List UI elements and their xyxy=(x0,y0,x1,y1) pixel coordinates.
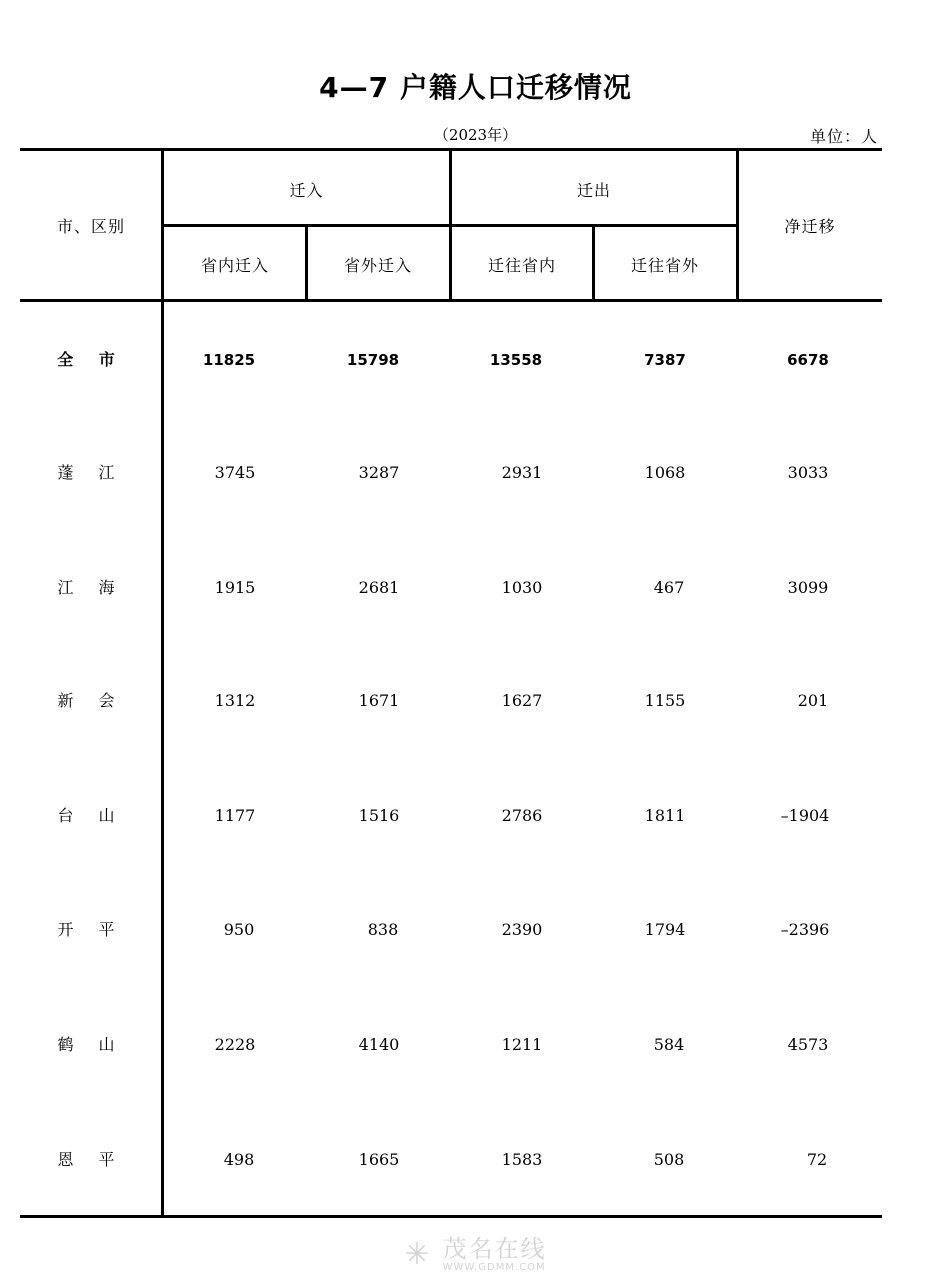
table-cell: 508 xyxy=(653,1150,685,1169)
row-label: 江 海 xyxy=(57,578,125,597)
row-label: 台 山 xyxy=(57,806,125,825)
table-cell: 2228 xyxy=(214,1035,256,1054)
header-sub-4: 迁往省外 xyxy=(630,256,699,275)
table-cell: –2396 xyxy=(780,920,830,939)
header-out-group: 迁出 xyxy=(576,181,611,200)
year-note: （2023年） xyxy=(433,126,518,144)
table-cell: 4573 xyxy=(787,1035,829,1054)
table-cell: 3033 xyxy=(787,463,829,482)
row-label: 新 会 xyxy=(57,691,125,710)
table-cell: 1177 xyxy=(214,806,256,825)
watermark-url: WWW.GDMM.COM xyxy=(442,1262,546,1273)
row-label: 全 市 xyxy=(57,350,125,369)
table-cell: 7387 xyxy=(644,351,686,369)
header-in-group: 迁入 xyxy=(289,181,324,200)
table-cell: 72 xyxy=(806,1150,828,1169)
header-region: 市、区别 xyxy=(56,217,125,236)
table-cell: 11825 xyxy=(202,351,256,369)
table-cell: 1665 xyxy=(358,1150,400,1169)
table-cell: 1211 xyxy=(501,1035,543,1054)
table-bottom-rule xyxy=(20,1215,882,1218)
table-cell: 467 xyxy=(653,578,685,597)
row-label: 恩 平 xyxy=(57,1150,125,1169)
table-cell: 950 xyxy=(223,920,255,939)
table-cell: 498 xyxy=(223,1150,255,1169)
table-cell: 201 xyxy=(797,691,829,710)
header-net: 净迁移 xyxy=(784,217,836,236)
row-label: 蓬 江 xyxy=(57,463,125,482)
table-cell: 3287 xyxy=(358,463,400,482)
table-cell: 4140 xyxy=(358,1035,400,1054)
table-cell: 6678 xyxy=(787,351,829,369)
table-cell: 1516 xyxy=(358,806,400,825)
table-cell: 1915 xyxy=(214,578,256,597)
header-sub-2: 省外迁入 xyxy=(343,256,412,275)
watermark xyxy=(0,1236,951,1273)
table-cell: 1068 xyxy=(644,463,686,482)
header-sub-3: 迁往省内 xyxy=(487,256,556,275)
table-cell: 1030 xyxy=(501,578,543,597)
table-cell: 1583 xyxy=(501,1150,543,1169)
table-cell: 584 xyxy=(653,1035,685,1054)
table-cell: 1312 xyxy=(214,691,256,710)
row-label: 开 平 xyxy=(57,920,125,939)
page-title: 4—7 户籍人口迁移情况 xyxy=(319,71,632,104)
table-cell: –1904 xyxy=(780,806,830,825)
table-cell: 1811 xyxy=(644,806,686,825)
row-label: 鹤 山 xyxy=(57,1035,125,1054)
unit-label: 单位：人 xyxy=(809,127,878,146)
header-sub-1: 省内迁入 xyxy=(200,256,269,275)
region-column-divider xyxy=(161,148,164,1218)
watermark-title: 茂名在线 xyxy=(442,1235,547,1263)
header-divider-2 xyxy=(449,148,452,302)
table-cell: 13558 xyxy=(489,351,543,369)
table-cell: 3745 xyxy=(214,463,256,482)
table-cell: 2390 xyxy=(501,920,543,939)
table-cell: 838 xyxy=(367,920,399,939)
table-cell: 2931 xyxy=(501,463,543,482)
table-cell: 1627 xyxy=(501,691,543,710)
table-cell: 2681 xyxy=(358,578,400,597)
table-cell: 15798 xyxy=(346,351,400,369)
table-cell: 1794 xyxy=(644,920,686,939)
table-cell: 1155 xyxy=(644,691,686,710)
table-cell: 1671 xyxy=(358,691,400,710)
table-cell: 2786 xyxy=(501,806,543,825)
logo-mark-icon: ✳ xyxy=(404,1237,430,1272)
table-cell: 3099 xyxy=(787,578,829,597)
